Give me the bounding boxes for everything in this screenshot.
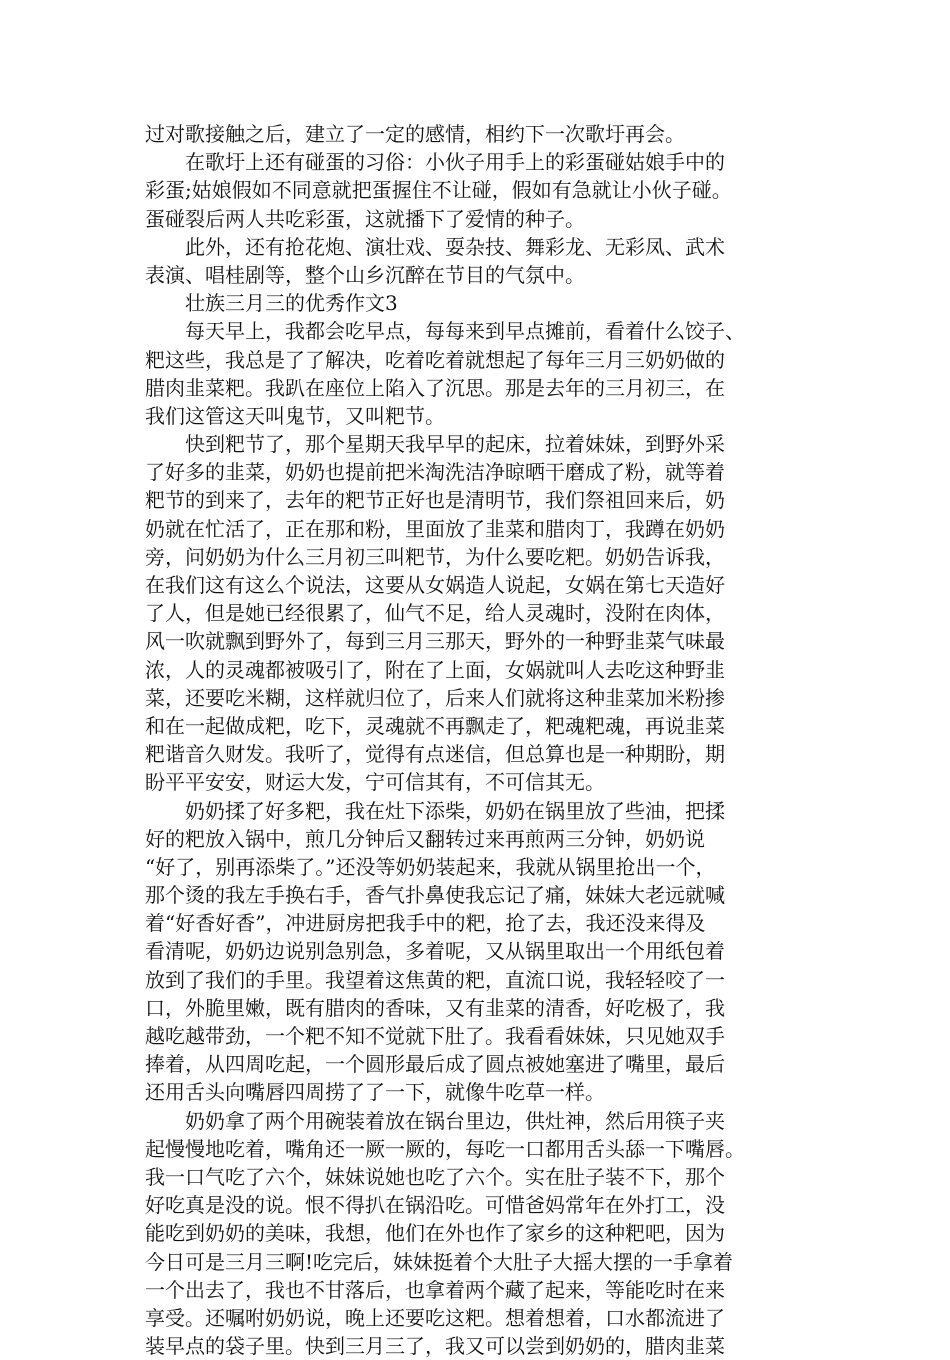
text-line: 还用舌头向嘴唇四周捞了了一下，就像牛吃草一样。 xyxy=(145,1080,605,1105)
text-line: 浓，人的灵魂都被吸引了，附在了上面，女娲就叫人去吃这种野韭 xyxy=(145,657,725,682)
text-line: 盼平平安安，财运大发，宁可信其有，不可信其无。 xyxy=(145,770,605,795)
text-line: 过对歌接触之后，建立了一定的感情，相约下一次歌圩再会。 xyxy=(145,122,685,146)
text-line: 表演、唱桂剧等，整个山乡沉醉在节目的气氛中。 xyxy=(145,262,585,287)
text-line: 奶奶拿了两个用碗装着放在锅台里边，供灶神，然后用筷子夹 xyxy=(145,1108,725,1133)
text-line: “好了，别再添柴了。”还没等奶奶装起来，我就从锅里抢出一个， xyxy=(145,854,716,879)
text-line: 在我们这有这么个说法，这要从女娲造人说起，女娲在第七天造好 xyxy=(145,573,725,597)
text-line: 壮族三月三的优秀作文3 xyxy=(145,291,398,316)
text-line: 彩蛋;姑娘假如不同意就把蛋握住不让碰，假如有急就让小伙子碰。 xyxy=(145,178,732,203)
text-line: 粑这些，我总是了了解决，吃着吃着就想起了每年三月三奶奶做的 xyxy=(145,347,725,372)
article-body xyxy=(145,120,810,1360)
text-line: 口，外脆里嫩，既有腊肉的香味，又有韭菜的清香，好吃极了，我 xyxy=(145,995,725,1020)
text-line: 一个出去了，我也不甘落后，也拿着两个藏了起来，等能吃时在来 xyxy=(145,1277,725,1302)
text-line: 我们这管这天叫鬼节，又叫粑节。 xyxy=(145,403,445,428)
text-line: 我一口气吃了六个，妹妹说她也吃了六个。实在肚子装不下，那个 xyxy=(145,1164,725,1189)
text-line: 装早点的袋子里。快到三月三了，我又可以尝到奶奶的，腊肉韭菜 xyxy=(145,1334,725,1359)
text-line: 好的粑放入锅中，煎几分钟后又翻转过来再煎两三分钟，奶奶说 xyxy=(145,826,705,851)
text-line: 在歌圩上还有碰蛋的习俗：小伙子用手上的彩蛋碰姑娘手中的 xyxy=(145,150,725,175)
text-line: 越吃越带劲，一个粑不知不觉就下肚了。我看看妹妹，只见她双手 xyxy=(145,1024,725,1048)
text-line: 着“好香好香”，冲进厨房把我手中的粑，抢了去，我还没来得及 xyxy=(145,911,706,936)
text-line: 了人，但是她已经很累了，仙气不足，给人灵魂时，没附在肉体， xyxy=(145,601,725,626)
text-line: 能吃到奶奶的美味，我想，他们在外也作了家乡的这种粑吧，因为 xyxy=(145,1221,725,1246)
text-line: 奶就在忙活了，正在那和粉，里面放了韭菜和腊肉丁，我蹲在奶奶 xyxy=(145,516,725,541)
text-line: 快到粑节了，那个星期天我早早的起床，拉着妹妹，到野外采 xyxy=(145,432,725,457)
text-line: 奶奶揉了好多粑，我在灶下添柴，奶奶在锅里放了些油，把揉 xyxy=(145,798,725,823)
text-line: 起慢慢地吃着，嘴角还一厥一厥的，每吃一口都用舌头舔一下嘴唇。 xyxy=(145,1136,745,1161)
text-line: 了好多的韭菜，奶奶也提前把米淘洗洁净晾晒干磨成了粉，就等着 xyxy=(145,460,725,485)
text-line: 好吃真是没的说。恨不得扒在锅沿吃。可惜爸妈常年在外打工，没 xyxy=(145,1193,725,1218)
text-line: 风一吹就飘到野外了，每到三月三那天，野外的一种野韭菜气味最 xyxy=(145,629,725,654)
text-line: 菜，还要吃米糊，这样就归位了，后来人们就将这种韭菜加米粉掺 xyxy=(145,685,725,710)
text-line: 享受。还嘱咐奶奶说，晚上还要吃这粑。想着想着，口水都流进了 xyxy=(145,1305,725,1330)
text-line: 那个烫的我左手换右手，香气扑鼻使我忘记了痛，妹妹大老远就喊 xyxy=(145,883,725,908)
text-line: 捧着，从四周吃起，一个圆形最后成了圆点被她塞进了嘴里，最后 xyxy=(145,1052,725,1077)
text-line: 腊肉韭菜粑。我趴在座位上陷入了沉思。那是去年的三月初三，在 xyxy=(145,375,725,400)
text-line: 粑节的到来了，去年的粑节正好也是清明节，我们祭祖回来后，奶 xyxy=(145,488,725,513)
text-line: 蛋碰裂后两人共吃彩蛋，这就播下了爱情的种子。 xyxy=(145,206,585,231)
text-line: 放到了我们的手里。我望着这焦黄的粑，直流口说，我轻轻咬了一 xyxy=(145,967,725,992)
text-line: 和在一起做成粑，吃下，灵魂就不再飘走了，粑魂粑魂，再说韭菜 xyxy=(145,713,725,738)
text-line: 看清呢，奶奶边说别急别急，多着呢，又从锅里取出一个用纸包着 xyxy=(145,939,725,964)
text-line: 旁，问奶奶为什么三月初三叫粑节，为什么要吃粑。奶奶告诉我， xyxy=(145,544,725,569)
text-line: 每天早上，我都会吃早点，每每来到早点摊前，看着什么饺子、 xyxy=(145,319,745,344)
text-line: 粑谐音久财发。我听了，觉得有点迷信，但总算也是一种期盼，期 xyxy=(145,742,725,767)
text-line: 此外，还有抢花炮、演壮戏、耍杂技、舞彩龙、无彩凤、武术 xyxy=(145,234,725,259)
text-line: 今日可是三月三啊!吃完后，妹妹挺着个大肚子大摇大摆的一手拿着 xyxy=(145,1249,734,1274)
